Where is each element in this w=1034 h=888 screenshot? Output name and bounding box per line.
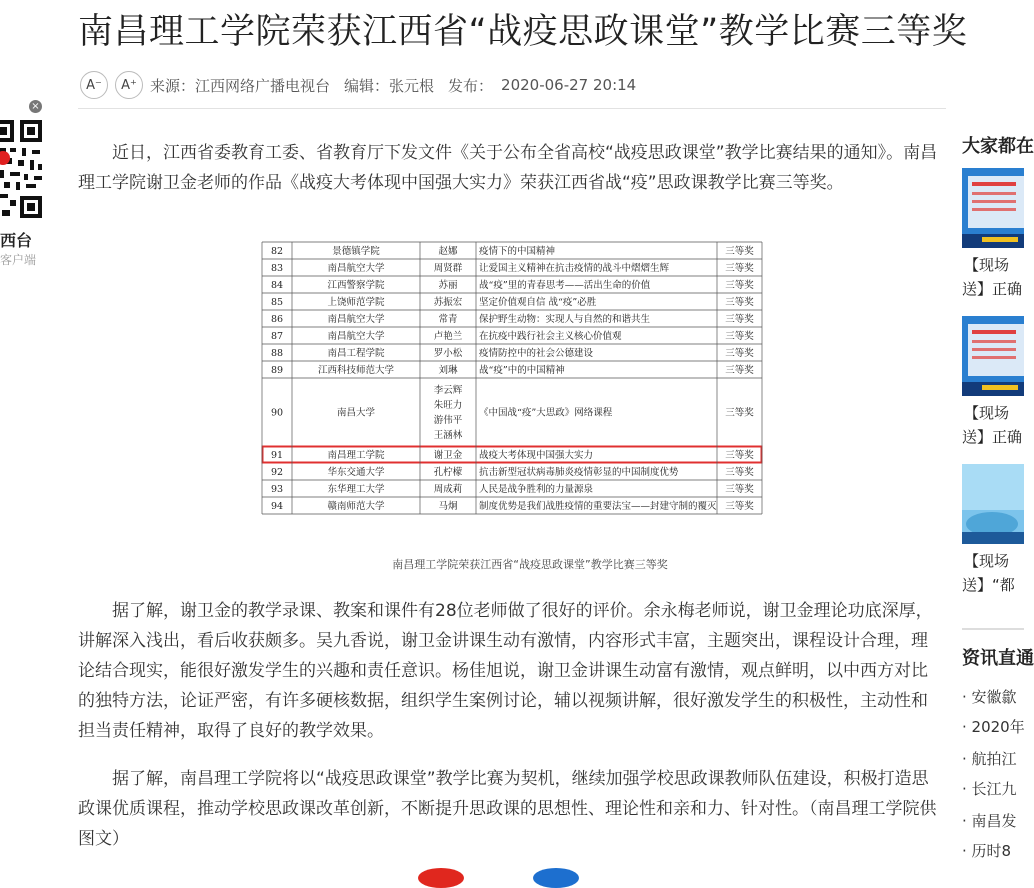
table-cell: 常青 [438, 314, 458, 325]
sidebar-heading-popular: 大家都在 [962, 136, 1034, 157]
table-cell: 南昌大学 [336, 407, 376, 419]
table-cell: 三等奖 [725, 467, 754, 478]
font-increase-button[interactable]: A⁺ [115, 71, 143, 99]
news-item-6[interactable]: · 历时8 [962, 842, 1012, 860]
qr-label: 西台 [0, 231, 33, 250]
table-cell: 88 [270, 348, 284, 359]
table-cell: 刘琳 [438, 365, 458, 376]
table-cell: 82 [270, 246, 284, 257]
sidebar-item-3-line1[interactable]: 【现场 [964, 552, 1010, 570]
table-cell: 赵娜 [438, 246, 458, 257]
table-cell: 94 [270, 501, 284, 512]
table-cell: 84 [270, 280, 284, 291]
table-cell: 南昌工程学院 [327, 348, 385, 359]
table-cell: 83 [270, 263, 284, 274]
share-qq-icon[interactable] [533, 868, 579, 888]
table-cell: 90 [270, 407, 284, 419]
table-cell: 南昌航空大学 [327, 314, 385, 325]
image-caption: 南昌理工学院荣获江西省“战疫思政课堂”教学比赛三等奖 [392, 558, 668, 571]
table-cell: 战疫大考体现中国强大实力 [479, 450, 594, 461]
paragraph-1: 近日，江西省委教育工委、省教育厅下发文件《关于公布全省高校“战疫思政课堂”教学比赛结果的通知》。南昌理工学院谢卫金老师的作品《战疫大考体现中国强大实力》荣获江西省战“疫”思政课教学比赛三等奖。 [78, 143, 938, 193]
table-cell: 《中国战“疫”大思政》网络课程 [479, 407, 613, 419]
table-row [271, 500, 754, 512]
editor-text: 编辑：张元根 [344, 76, 435, 95]
qr-close-icon[interactable]: × [29, 100, 42, 113]
sidebar-heading-news: 资讯直通 [962, 648, 1034, 669]
table-cell: 卢艳兰 [433, 331, 463, 342]
table-cell: 朱旺力 [433, 400, 463, 411]
source-text: 来源：江西网络广播电视台 [150, 76, 331, 95]
table-cell: 东华理工大学 [327, 484, 385, 495]
table-cell: 91 [270, 450, 284, 461]
table-cell: 三等奖 [725, 314, 754, 325]
table-cell: 三等奖 [725, 501, 754, 512]
table-cell: 苏丽 [438, 280, 458, 291]
published-label: 发布： [448, 76, 494, 95]
table-cell: 景德镇学院 [332, 246, 380, 257]
table-cell: 上饶师范学院 [327, 297, 385, 308]
video-thumbnail-3[interactable] [962, 464, 1024, 544]
share-weibo-icon[interactable] [418, 868, 464, 888]
table-cell: 游伟平 [433, 415, 463, 426]
article-meta [80, 68, 636, 102]
table-cell: 保护野生动物：实现人与自然的和谐共生 [479, 314, 651, 325]
table-cell: 罗小松 [433, 348, 463, 359]
paragraph-2: 据了解，谢卫金的教学录课、教案和课件有28位老师做了很好的评价。余永梅老师说，谢卫金理论功底深厚，讲解深入浅出，看后收获颇多。吴九香说，谢卫金讲课生动有激情，内容形式丰富，主题突出，课程设计合理，理论结合现实，能很好激发学生的兴趣和责任意识。杨佳旭说，谢卫金讲课生动富有激情，观点鲜明，以中西方对比的独特方法，论证严密，有许多硬核数据，组织学生案例讨论，辅以视频讲解，很好激发学生的积极性，主动性和担当责任精神，取得了良好的教学效果。 [78, 601, 933, 741]
qr-sublabel: 客户端 [0, 253, 37, 267]
meta-divider [78, 108, 946, 109]
paragraph-3: 据了解，南昌理工学院将以“战疫思政课堂”教学比赛为契机，继续加强学校思政课教师队伍建设，积极打造思政课优质课程，推动学校思政课改革创新，不断提升思政课的思想性、理论性和亲和力、针对性。（南昌理工学院供图文） [78, 769, 937, 849]
news-item-5[interactable]: · 南昌发 [962, 812, 1017, 830]
table-cell: 孔柠檬 [433, 467, 463, 478]
table-cell: 抗击新型冠状病毒肺炎疫情彰显的中国制度优势 [479, 467, 679, 478]
table-cell: 谢卫金 [433, 450, 463, 461]
table-cell: 疫情下的中国精神 [479, 246, 556, 257]
table-cell: 周成莉 [433, 484, 463, 495]
table-cell: 三等奖 [725, 263, 754, 274]
sidebar-item-1-line2[interactable]: 送】正确 [962, 280, 1023, 298]
table-cell: 江西警察学院 [327, 280, 385, 291]
table-cell: 86 [270, 314, 284, 325]
table-cell: 在抗疫中践行社会主义核心价值观 [479, 331, 622, 342]
table-cell: 三等奖 [725, 484, 754, 495]
news-item-4[interactable]: · 长江九 [962, 780, 1017, 798]
table-cell: 92 [270, 467, 284, 478]
article-title: 南昌理工学院荣获江西省“战疫思政课堂”教学比赛三等奖 [78, 12, 968, 52]
table-cell: 三等奖 [725, 246, 754, 257]
table-cell: 坚定价值观自信 战“疫”必胜 [479, 297, 597, 308]
table-cell: 三等奖 [725, 280, 754, 291]
table-cell: 马炯 [438, 501, 458, 512]
table-cell: 战“疫”里的青春思考——活出生命的价值 [479, 280, 651, 291]
sidebar-item-3-line2[interactable]: 送】“都 [962, 576, 1015, 594]
font-decrease-button[interactable]: A⁻ [80, 71, 108, 99]
news-item-1[interactable]: · 安徽歙 [962, 688, 1017, 706]
table-cell: 南昌航空大学 [327, 263, 385, 274]
table-cell: 江西科技师范大学 [317, 365, 395, 376]
table-cell: 战“疫”中的中国精神 [479, 365, 565, 376]
video-thumbnail-2[interactable] [962, 316, 1024, 396]
table-cell: 89 [270, 365, 284, 376]
table-cell: 苏振宏 [433, 297, 463, 308]
published-time: 2020-06-27 20:14 [501, 76, 637, 94]
table-cell: 三等奖 [725, 407, 754, 419]
table-cell: 王涵林 [433, 430, 463, 441]
table-cell: 疫情防控中的社会公德建设 [479, 348, 594, 359]
table-cell: 制度优势是我们战胜疫情的重要法宝——封建守制的覆灭 [479, 501, 717, 512]
table-cell: 人民是战争胜利的力量源泉 [479, 484, 594, 495]
table-cell: 华东交通大学 [327, 467, 385, 478]
video-thumbnail-1[interactable] [962, 168, 1024, 248]
qr-code-icon [0, 118, 44, 226]
table-cell: 三等奖 [725, 365, 754, 376]
sidebar-item-2-line2[interactable]: 送】正确 [962, 428, 1023, 446]
table-cell: 南昌理工学院 [327, 450, 385, 461]
table-cell: 三等奖 [725, 297, 754, 308]
sidebar-item-2-line1[interactable]: 【现场 [964, 404, 1010, 422]
table-cell: 李云辉 [433, 385, 463, 396]
table-cell: 85 [270, 297, 284, 308]
table-cell: 周贤群 [433, 263, 463, 274]
table-cell: 87 [270, 331, 284, 342]
table-cell: 93 [270, 484, 284, 495]
table-cell: 让爱国主义精神在抗击疫情的战斗中熠熠生辉 [479, 263, 670, 274]
table-cell: 南昌航空大学 [327, 331, 385, 342]
table-cell: 赣南师范大学 [327, 501, 385, 512]
table-cell: 三等奖 [725, 348, 754, 359]
table-cell: 三等奖 [725, 331, 754, 342]
news-item-3[interactable]: · 航拍江 [962, 750, 1017, 768]
table-cell: 三等奖 [725, 450, 754, 461]
sidebar-divider [962, 628, 1024, 630]
news-item-2[interactable]: · 2020年 [962, 718, 1025, 736]
award-table-image [262, 242, 762, 530]
sidebar-item-1-line1[interactable]: 【现场 [964, 256, 1010, 274]
